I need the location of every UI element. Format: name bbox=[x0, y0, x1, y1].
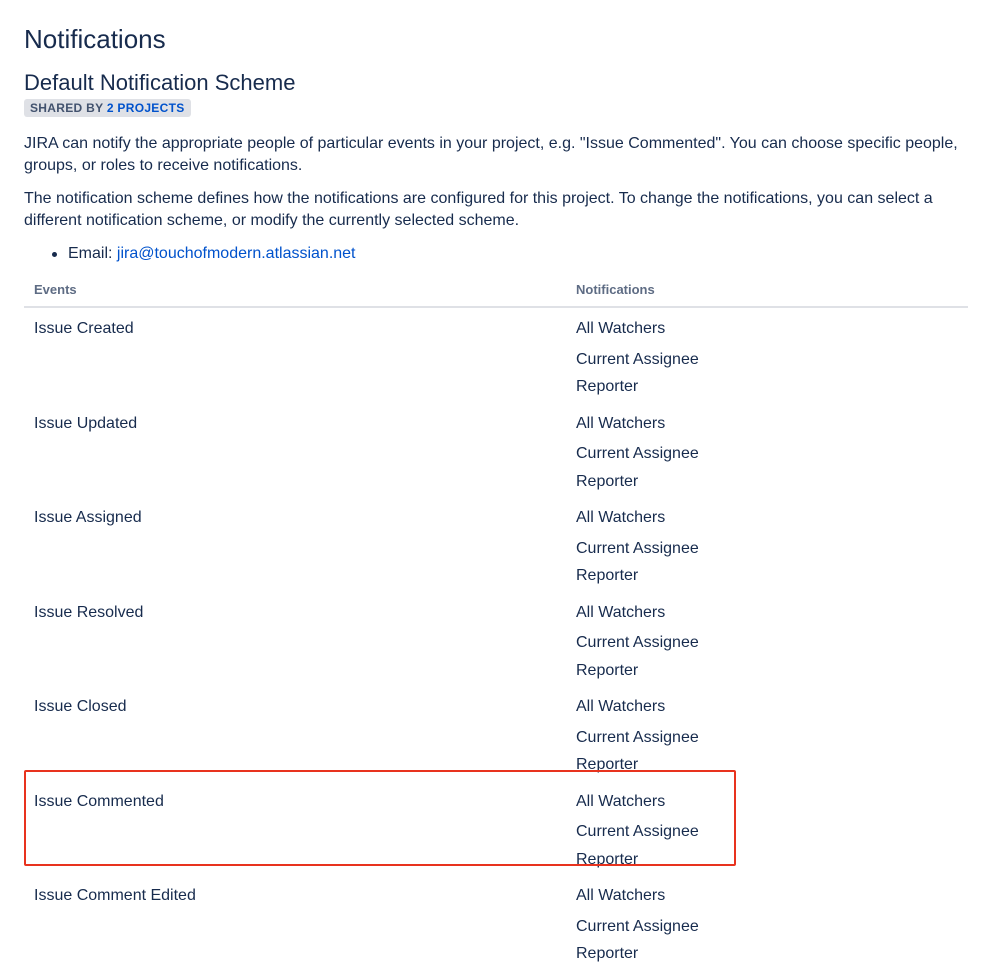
table-row bbox=[24, 497, 968, 591]
event-name: Issue Resolved bbox=[34, 603, 144, 621]
notification-recipient: Reporter bbox=[576, 567, 639, 584]
event-name: Issue Updated bbox=[34, 414, 138, 432]
notification-recipient: All Watchers bbox=[576, 320, 666, 337]
notifications-table bbox=[24, 278, 968, 962]
table-header bbox=[24, 278, 968, 308]
email-link[interactable]: jira@touchofmodern.atlassian.net bbox=[116, 245, 356, 262]
notification-list bbox=[576, 602, 699, 685]
description-paragraph-2: The notification scheme defines how the notifications are configured for this project. To change the notifications, you can select a different notification scheme, or modify the currently selected scheme. bbox=[24, 190, 933, 229]
notification-recipient: Current Assignee bbox=[576, 634, 699, 651]
notification-recipient: All Watchers bbox=[576, 509, 666, 526]
notification-list bbox=[576, 413, 699, 496]
shared-by-label: SHARED BY bbox=[30, 101, 104, 115]
notification-recipient: Reporter bbox=[576, 945, 639, 962]
notification-recipient: Reporter bbox=[576, 472, 639, 490]
event-name: Issue Commented bbox=[34, 792, 164, 810]
event-name: Issue Closed bbox=[34, 698, 127, 715]
notification-recipient: All Watchers bbox=[576, 414, 666, 432]
notification-recipient: All Watchers bbox=[576, 887, 666, 904]
table-row bbox=[24, 875, 968, 969]
table-row bbox=[24, 403, 968, 497]
notification-recipient: Current Assignee bbox=[576, 823, 699, 840]
notification-recipient: Current Assignee bbox=[576, 539, 699, 557]
notification-recipient: Reporter bbox=[576, 661, 639, 679]
page-title: Notifications bbox=[24, 24, 166, 54]
table-row bbox=[24, 592, 968, 686]
email-label: Email: bbox=[68, 245, 113, 262]
column-header-events: Events bbox=[34, 282, 77, 297]
notification-recipient: All Watchers bbox=[576, 698, 666, 715]
notification-list bbox=[576, 885, 699, 968]
notification-recipient: All Watchers bbox=[576, 792, 666, 810]
notification-recipient: Reporter bbox=[576, 756, 639, 773]
event-name: Issue Assigned bbox=[34, 509, 142, 526]
notification-recipient: Current Assignee bbox=[576, 917, 699, 935]
notification-recipient: Current Assignee bbox=[576, 350, 699, 368]
highlight-annotation-box bbox=[24, 770, 736, 866]
notification-recipient: Reporter bbox=[576, 850, 639, 868]
notification-recipient: Current Assignee bbox=[576, 445, 699, 462]
notification-recipient: All Watchers bbox=[576, 603, 666, 621]
event-name: Issue Created bbox=[34, 320, 134, 337]
event-name: Issue Comment Edited bbox=[34, 887, 196, 904]
email-list bbox=[48, 243, 356, 265]
notification-recipient: Current Assignee bbox=[576, 728, 699, 746]
shared-by-lozenge bbox=[24, 99, 191, 117]
table-row bbox=[24, 308, 968, 402]
notification-recipient: Reporter bbox=[576, 378, 639, 395]
email-list-item bbox=[48, 243, 356, 265]
scheme-title[interactable]: Default Notification Scheme bbox=[24, 70, 296, 95]
notification-list bbox=[576, 696, 699, 779]
column-header-notifications: Notifications bbox=[576, 282, 655, 297]
shared-projects-link[interactable]: 2 PROJECTS bbox=[106, 101, 185, 115]
table-row bbox=[24, 686, 968, 780]
description-paragraph-1: JIRA can notify the appropriate people of particular events in your project, e.g. "Issue Commented". You can choose specific people, groups, or roles to receive notifications. bbox=[24, 135, 958, 174]
notification-list bbox=[576, 318, 699, 401]
notification-list bbox=[576, 507, 699, 590]
